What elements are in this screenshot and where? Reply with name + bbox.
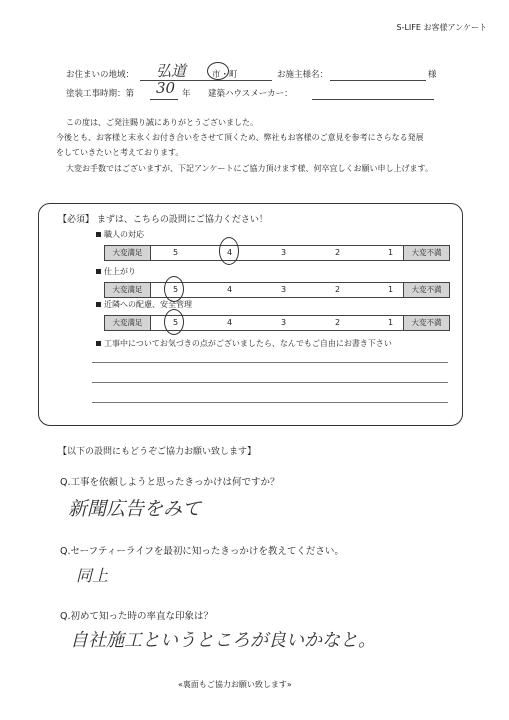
survey-brand-title: S-LIFE お客様アンケート (396, 23, 487, 32)
rating-option-4[interactable]: 4 (227, 318, 233, 327)
answer-2: 同上 (76, 566, 109, 585)
rating-option-1[interactable]: 1 (388, 318, 394, 327)
rating-option-4[interactable]: 4 (227, 248, 233, 257)
answer-3: 自社施工というところが良いかなと。 (70, 630, 376, 651)
question-3: Q.初めて知った時の率直な印象は？ (60, 611, 213, 622)
rating-option-3[interactable]: 3 (281, 285, 287, 294)
rating-option-5[interactable]: 5 (173, 285, 179, 294)
scale-right-label: 大変不満 (403, 246, 449, 260)
comment-line[interactable] (92, 402, 448, 403)
scale-left-label: 大変満足 (105, 316, 151, 330)
rating-scale-craftsman (104, 245, 450, 261)
scale-left-label: 大変満足 (105, 283, 151, 297)
intro-line-2: 今後とも、お客様と末永くお付き合いをさせて頂くため、弊社もお客様のご意見を参考にさらなる発展 (56, 133, 424, 142)
rating-option-2[interactable]: 2 (335, 318, 341, 327)
rating-option-5[interactable]: 5 (173, 318, 179, 327)
selected-rating-circle (164, 309, 184, 335)
intro-line-3: をしていきたいと考えております。 (56, 148, 184, 157)
bullet-square-icon (96, 232, 101, 237)
region-label: お住まいの地域： (66, 70, 135, 80)
region-value: 弘道 (156, 62, 187, 80)
item-finish-label: 仕上がり (96, 266, 136, 277)
period-value: 30 (156, 79, 176, 97)
required-section-title: 【必須】 まずは、こちらの設問にご協力ください！ (58, 215, 268, 225)
rating-option-2[interactable]: 2 (335, 285, 341, 294)
comment-line[interactable] (92, 382, 448, 383)
client-name-underline (330, 80, 426, 81)
period-underline (150, 99, 178, 100)
client-name-suffix: 様 (428, 70, 437, 80)
scale-right-label: 大変不満 (403, 316, 449, 330)
rating-option-3[interactable]: 3 (281, 248, 287, 257)
question-2: Q.セーフティーライフを最初に知ったきっかけを教えてください。 (60, 546, 344, 557)
answer-1: 新聞広告をみて (68, 498, 202, 520)
rating-scale-safety (104, 315, 450, 331)
bullet-square-icon (96, 341, 101, 346)
item-craftsman-label: 職人の対応 (96, 229, 144, 240)
bullet-square-icon (96, 302, 101, 307)
comment-line[interactable] (92, 362, 448, 363)
selected-rating-circle (219, 237, 239, 265)
rating-option-4[interactable]: 4 (227, 285, 233, 294)
bullet-square-icon (96, 269, 101, 274)
region-suffix-circle (207, 62, 229, 80)
rating-scale-finish (104, 282, 450, 298)
scale-right-label: 大変不満 (403, 283, 449, 297)
rating-option-1[interactable]: 1 (388, 248, 394, 257)
period-suffix: 年 (182, 89, 191, 99)
rating-option-5[interactable]: 5 (173, 248, 179, 257)
back-page-note: «裏面もご協力お願い致します» (178, 680, 292, 689)
house-maker-label: 建築ハウスメーカー： (208, 89, 293, 99)
rating-option-2[interactable]: 2 (335, 248, 341, 257)
optional-section-title: 【以下の設問にもどうぞご協力お願い致します】 (58, 447, 257, 457)
house-maker-underline (312, 99, 434, 100)
region-suffix: 市・町 (212, 70, 238, 80)
rating-option-3[interactable]: 3 (281, 318, 287, 327)
intro-line-1: この度は、ご発注賜り誠にありがとうございました。 (66, 118, 258, 127)
comment-prompt: 工事中についてお気づきの点がございましたら、なんでもご自由にお書き下さい (96, 338, 392, 349)
client-name-label: お施主様名： (277, 70, 329, 80)
question-1: Q.工事を依頼しようと思ったきっかけは何ですか？ (60, 477, 280, 488)
scale-left-label: 大変満足 (105, 246, 151, 260)
period-label: 塗装工事時期：第 (66, 89, 135, 99)
rating-option-1[interactable]: 1 (388, 285, 394, 294)
intro-line-4: 大変お手数ではございますが、下記アンケートにご協力頂けます様、何卒宜しくお願い申し上げます。 (66, 164, 433, 173)
item-safety-label: 近隣への配慮、安全管理 (96, 299, 192, 310)
